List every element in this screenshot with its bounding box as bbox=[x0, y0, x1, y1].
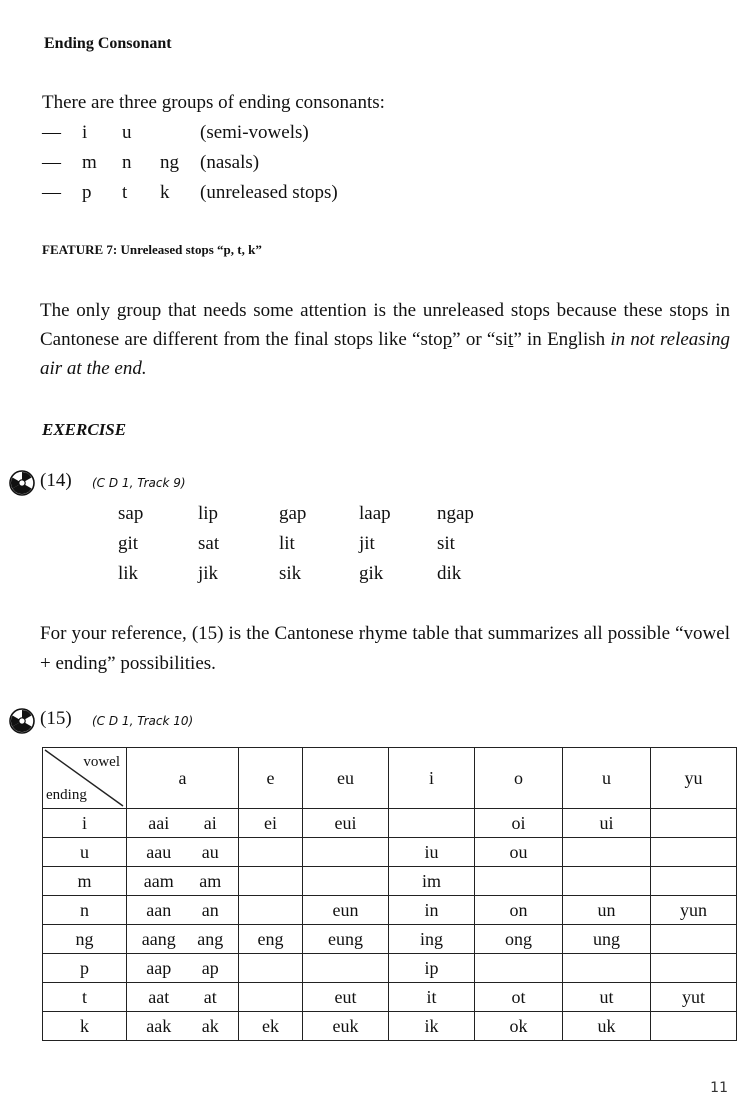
exercise-number: (14) bbox=[40, 470, 72, 491]
word-item: jit bbox=[359, 533, 375, 554]
rhyme-item: aam bbox=[143, 870, 174, 891]
table-cell-a bbox=[127, 867, 239, 896]
ending-header: i bbox=[43, 809, 127, 838]
exercise-number: (15) bbox=[40, 708, 72, 729]
vowel-header: e bbox=[239, 748, 303, 809]
table-cell bbox=[651, 838, 737, 867]
table-cell bbox=[239, 896, 303, 925]
table-cell bbox=[239, 954, 303, 983]
group-letter: n bbox=[122, 152, 132, 173]
corner-ending-label: ending bbox=[46, 787, 87, 803]
table-cell bbox=[563, 954, 651, 983]
ending-header: t bbox=[43, 983, 127, 1012]
cd-audio-icon[interactable] bbox=[9, 470, 35, 496]
group-letter: i bbox=[82, 122, 88, 143]
intro-text: There are three groups of ending consonants: bbox=[42, 92, 385, 113]
table-cell bbox=[651, 1012, 737, 1041]
table-cell: ek bbox=[239, 1012, 303, 1041]
vowel-header: a bbox=[127, 748, 239, 809]
explanation-paragraph: The only group that needs some attention is the unreleased stops because these stops in Cantonese are different from the final stops like “stop” or “sit” in English in not releasing air at the end. bbox=[40, 300, 730, 379]
table-cell: in bbox=[389, 896, 475, 925]
track-label: (C D 1, Track 9) bbox=[92, 476, 186, 490]
table-cell bbox=[563, 867, 651, 896]
table-cell-a bbox=[127, 1012, 239, 1041]
table-cell: eun bbox=[303, 896, 389, 925]
word-item: lik bbox=[118, 563, 139, 584]
word-item: gik bbox=[359, 563, 384, 584]
group-dash: — bbox=[42, 182, 61, 203]
rhyme-item: ai bbox=[203, 812, 217, 833]
word-item: ngap bbox=[437, 503, 474, 524]
rhyme-item: ap bbox=[201, 957, 219, 978]
rhyme-item: am bbox=[199, 870, 222, 891]
group-letter: t bbox=[122, 182, 128, 203]
table-cell: on bbox=[475, 896, 563, 925]
word-item: laap bbox=[359, 503, 391, 524]
rhyme-item: ang bbox=[197, 928, 224, 949]
ending-header: ng bbox=[43, 925, 127, 954]
table-cell: it bbox=[389, 983, 475, 1012]
table-cell: un bbox=[563, 896, 651, 925]
ending-header: k bbox=[43, 1012, 127, 1041]
track-label: (C D 1, Track 10) bbox=[92, 714, 194, 728]
table-cell: yun bbox=[651, 896, 737, 925]
ending-header: u bbox=[43, 838, 127, 867]
table-cell: ung bbox=[563, 925, 651, 954]
table-cell: eui bbox=[303, 809, 389, 838]
rhyme-item: aang bbox=[141, 928, 176, 949]
group-letter: p bbox=[82, 182, 92, 203]
table-cell: ong bbox=[475, 925, 563, 954]
rhyme-item: aau bbox=[146, 841, 172, 862]
cd-audio-icon[interactable] bbox=[9, 708, 35, 734]
table-cell: ui bbox=[563, 809, 651, 838]
group-letter: ng bbox=[160, 152, 179, 173]
table-header-row bbox=[43, 748, 737, 809]
word-item: sit bbox=[437, 533, 455, 554]
rhyme-item: aan bbox=[146, 899, 172, 920]
table-row bbox=[43, 954, 737, 983]
word-item: dik bbox=[437, 563, 462, 584]
rhyme-item: au bbox=[201, 841, 219, 862]
table-cell-a bbox=[127, 983, 239, 1012]
word-item: gap bbox=[279, 503, 307, 524]
rhyme-table bbox=[42, 747, 737, 1041]
word-item: jik bbox=[198, 563, 219, 584]
table-corner-cell bbox=[43, 748, 127, 809]
table-cell: ip bbox=[389, 954, 475, 983]
rhyme-item: ak bbox=[201, 1015, 219, 1036]
table-cell bbox=[475, 954, 563, 983]
table-cell bbox=[389, 809, 475, 838]
table-cell: im bbox=[389, 867, 475, 896]
section-heading: Ending Consonant bbox=[44, 35, 172, 52]
rhyme-item: aat bbox=[148, 986, 170, 1007]
table-cell: ik bbox=[389, 1012, 475, 1041]
table-cell bbox=[239, 838, 303, 867]
table-row bbox=[43, 838, 737, 867]
table-row bbox=[43, 867, 737, 896]
table-cell bbox=[651, 867, 737, 896]
table-row bbox=[43, 896, 737, 925]
table-cell: eung bbox=[303, 925, 389, 954]
table-cell: eng bbox=[239, 925, 303, 954]
table-cell: euk bbox=[303, 1012, 389, 1041]
table-cell: uk bbox=[563, 1012, 651, 1041]
group-desc: (unreleased stops) bbox=[200, 182, 338, 203]
vowel-header: yu bbox=[651, 748, 737, 809]
table-cell: iu bbox=[389, 838, 475, 867]
table-cell: ing bbox=[389, 925, 475, 954]
table-cell: yut bbox=[651, 983, 737, 1012]
group-letter: u bbox=[122, 122, 132, 143]
group-letter: k bbox=[160, 182, 170, 203]
page-number: 11 bbox=[710, 1080, 728, 1096]
table-cell bbox=[303, 954, 389, 983]
group-desc: (semi-vowels) bbox=[200, 122, 309, 143]
vowel-header: u bbox=[563, 748, 651, 809]
table-cell bbox=[303, 867, 389, 896]
word-item: lip bbox=[198, 503, 219, 524]
word-item: lit bbox=[279, 533, 295, 554]
ending-header: n bbox=[43, 896, 127, 925]
group-desc: (nasals) bbox=[200, 152, 260, 173]
table-cell-a bbox=[127, 838, 239, 867]
rhyme-item: aai bbox=[148, 812, 170, 833]
table-cell bbox=[651, 809, 737, 838]
corner-vowel-label: vowel bbox=[83, 754, 120, 770]
vowel-header: o bbox=[475, 748, 563, 809]
table-cell-a bbox=[127, 954, 239, 983]
group-dash: — bbox=[42, 152, 61, 173]
group-dash: — bbox=[42, 122, 61, 143]
reference-paragraph: For your reference, (15) is the Cantonese rhyme table that summarizes all possible “vowel + ending” possibilities. bbox=[40, 623, 730, 674]
rhyme-item: an bbox=[201, 899, 219, 920]
word-item: sik bbox=[279, 563, 302, 584]
table-cell bbox=[651, 925, 737, 954]
table-cell-a bbox=[127, 809, 239, 838]
table-cell bbox=[303, 838, 389, 867]
table-row bbox=[43, 809, 737, 838]
table-cell: ou bbox=[475, 838, 563, 867]
vowel-header: eu bbox=[303, 748, 389, 809]
word-item: git bbox=[118, 533, 139, 554]
ending-header: m bbox=[43, 867, 127, 896]
table-row bbox=[43, 983, 737, 1012]
table-cell bbox=[239, 867, 303, 896]
exercise-label: EXERCISE bbox=[42, 420, 127, 439]
feature-title: FEATURE 7: Unreleased stops “p, t, k” bbox=[42, 242, 262, 257]
rhyme-item: at bbox=[203, 986, 217, 1007]
table-row bbox=[43, 1012, 737, 1041]
vowel-header: i bbox=[389, 748, 475, 809]
rhyme-item: aak bbox=[146, 1015, 172, 1036]
table-cell bbox=[563, 838, 651, 867]
table-cell bbox=[475, 867, 563, 896]
table-row bbox=[43, 925, 737, 954]
word-item: sat bbox=[198, 533, 220, 554]
table-body bbox=[43, 809, 737, 1041]
table-cell bbox=[651, 954, 737, 983]
table-cell: ut bbox=[563, 983, 651, 1012]
table-cell: eut bbox=[303, 983, 389, 1012]
table-cell: ok bbox=[475, 1012, 563, 1041]
table-cell bbox=[239, 983, 303, 1012]
word-item: sap bbox=[118, 503, 144, 524]
table-cell-a bbox=[127, 925, 239, 954]
ending-header: p bbox=[43, 954, 127, 983]
table-cell: ei bbox=[239, 809, 303, 838]
rhyme-item: aap bbox=[146, 957, 172, 978]
table-cell: oi bbox=[475, 809, 563, 838]
group-letter: m bbox=[82, 152, 97, 173]
table-cell: ot bbox=[475, 983, 563, 1012]
table-cell-a bbox=[127, 896, 239, 925]
